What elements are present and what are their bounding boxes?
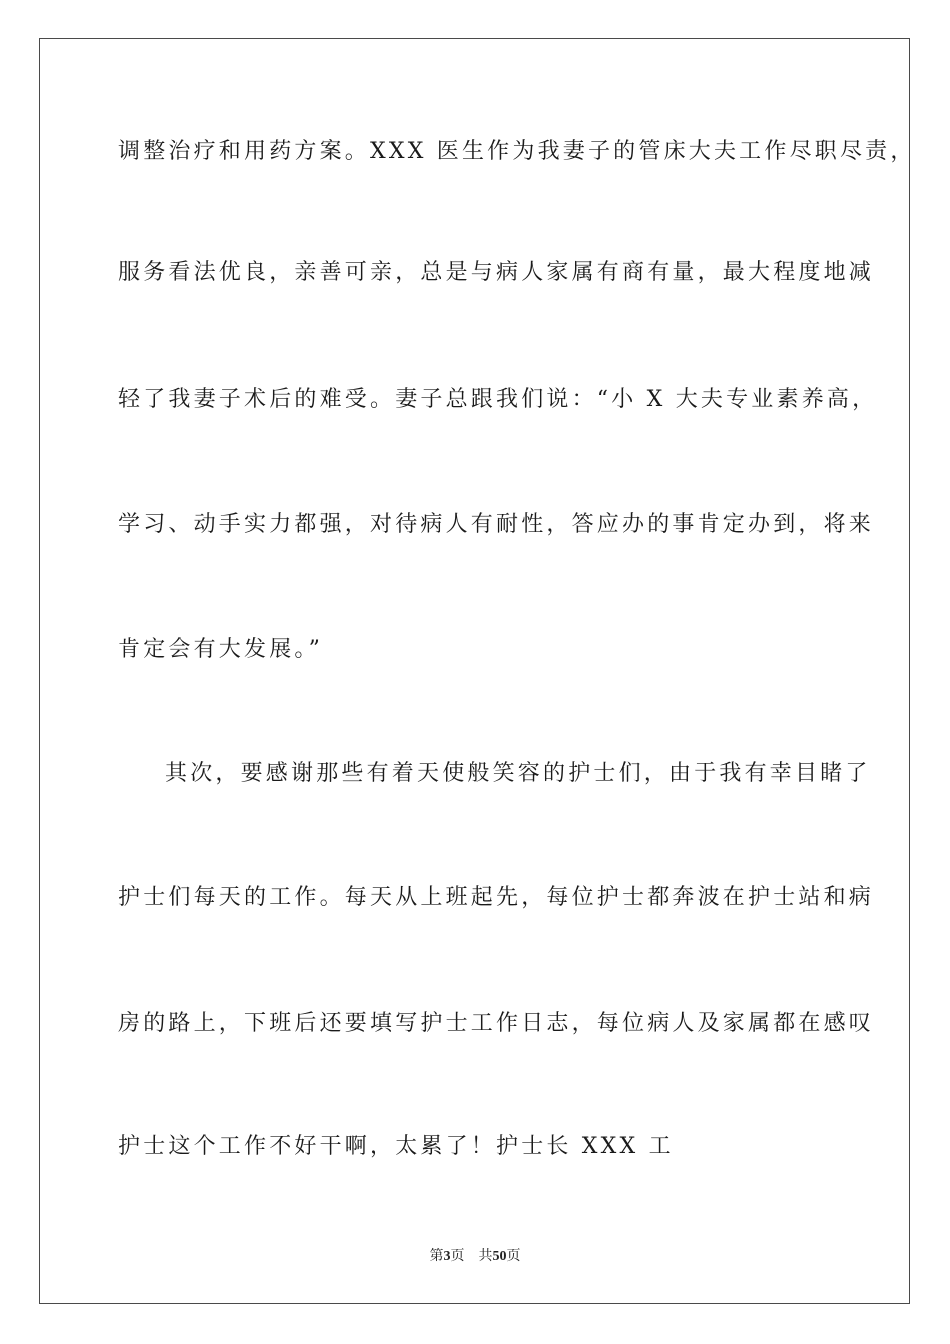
page-prefix: 第 [429, 1249, 444, 1264]
text-line: 肯定会有大发展。” [118, 637, 324, 662]
text-line: 调整治疗和用药方案。XXX 医生作为我妻子的管床大夫工作尽职尽责， [118, 139, 916, 164]
text-line: 服务看法优良，亲善可亲，总是与病人家属有商有量，最大程度地减 [118, 260, 875, 285]
total-pages: 50 [492, 1249, 507, 1264]
page-suffix: 页 [450, 1249, 465, 1264]
page-border [39, 38, 916, 1304]
total-prefix: 共 [478, 1249, 493, 1264]
text-line: 护士们每天的工作。每天从上班起先，每位护士都奔波在护士站和病 [118, 885, 875, 910]
page-number: 3 [443, 1249, 451, 1264]
paragraph-first-line: 其次，要感谢那些有着天使般笑容的护士们，由于我有幸目睹了 [165, 761, 871, 786]
text-line: 学习、动手实力都强，对待病人有耐性，答应办的事肯定办到，将来 [118, 512, 875, 537]
text-line: 护士这个工作不好干啊，太累了！护士长 XXX 工 [118, 1134, 674, 1159]
text-line: 轻了我妻子术后的难受。妻子总跟我们说：“小 X 大夫专业素养高， [118, 387, 878, 412]
total-suffix: 页 [506, 1249, 521, 1264]
page-footer [0, 1247, 950, 1267]
text-line: 房的路上，下班后还要填写护士工作日志，每位病人及家属都在感叹 [118, 1011, 875, 1036]
